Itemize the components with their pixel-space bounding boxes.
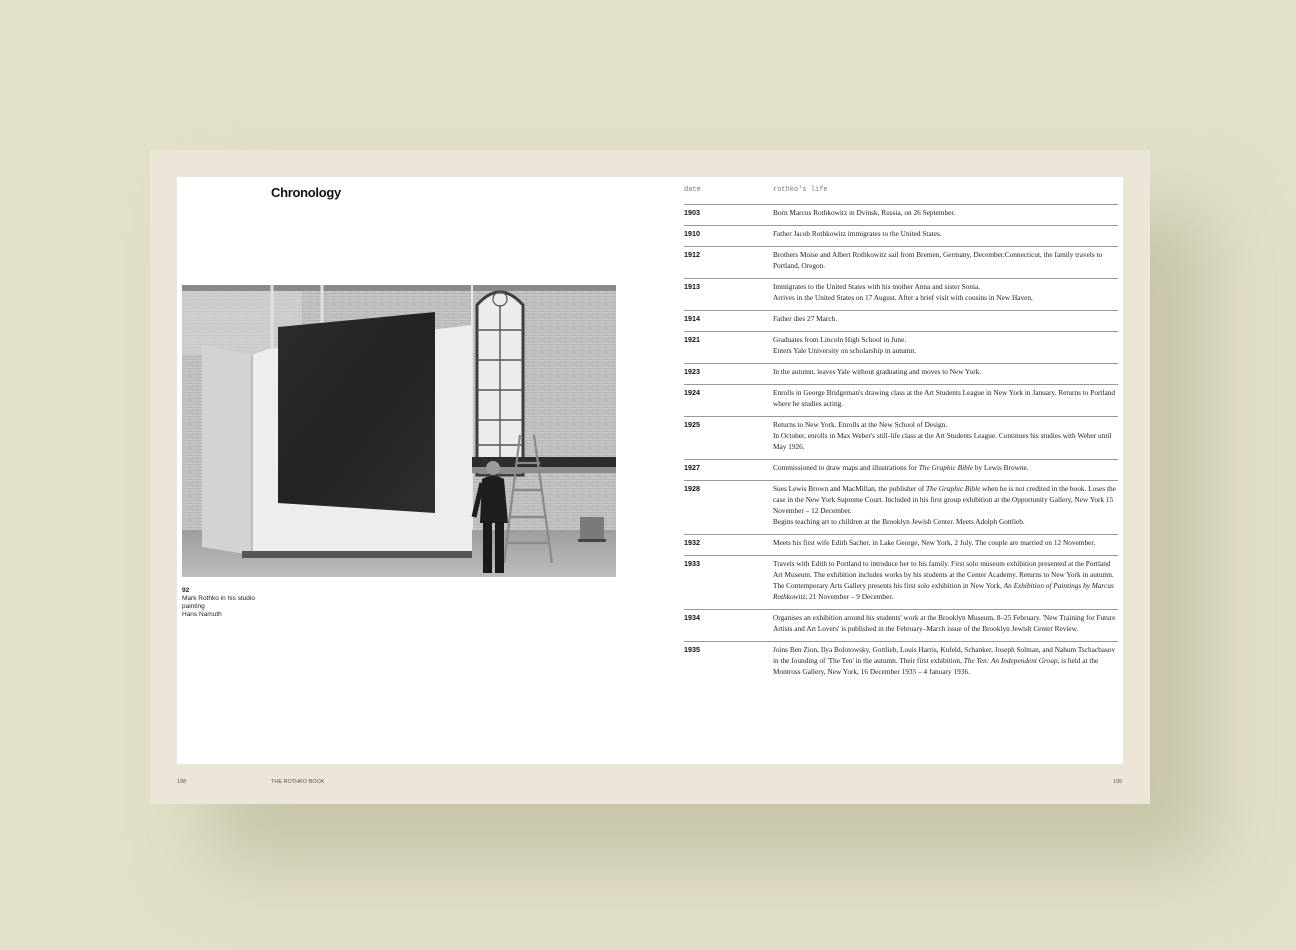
chronology-row [684, 555, 1118, 609]
chronology-row [684, 384, 1118, 416]
event-line: Brothers Moise and Albert Rothkowitz sail from Bremen, Germany, December.Connecticut, the family travels to Portland, Oregon. [773, 250, 1103, 270]
event-line [773, 483, 1118, 516]
column-header-life: rothko's life [773, 186, 828, 194]
event-line: Immigrates to the United States with his mother Anna and sister Sonia. [773, 282, 981, 291]
event-line [773, 558, 1118, 602]
chronology-row [684, 363, 1118, 384]
chronology-row [684, 609, 1118, 641]
column-header-date: date [684, 186, 701, 194]
row-year: 1914 [684, 314, 700, 323]
chronology-table [684, 204, 1118, 684]
book-pages [177, 177, 1123, 764]
row-year: 1913 [684, 282, 700, 291]
event-text: Travels with Edith to Portland to introduce her to his family. First solo museum exhibition presented at the Portland Art Museum. The exhibition includes works by his students at the Center Academy. Returns to New York in autumn. The Contemporary Arts Gallery presents his first solo exhibition in New York, [773, 559, 1114, 590]
row-event [773, 537, 1118, 548]
row-year: 1932 [684, 538, 700, 547]
caption-line: painting [182, 603, 205, 610]
row-year: 1923 [684, 367, 700, 376]
event-line: Enters Yale University on scholarship in autumn. [773, 346, 917, 355]
event-title-italic: An Exhibition of Paintings by Marcus Rothkowitz [773, 581, 1114, 601]
chronology-row [684, 416, 1118, 459]
event-line: Returns to New York. Enrolls at the New School of Design. [773, 420, 948, 429]
row-event [773, 207, 1118, 218]
chronology-row [684, 246, 1118, 278]
row-year: 1934 [684, 613, 700, 622]
event-text: , 21 November – 9 December. [805, 592, 894, 601]
chronology-row [684, 204, 1118, 225]
chronology-row [684, 278, 1118, 310]
row-year: 1921 [684, 335, 700, 344]
event-line: Graduates from Lincoln High School in June. [773, 335, 907, 344]
event-line [773, 462, 1118, 473]
row-year: 1925 [684, 420, 700, 429]
event-line: Father dies 27 March. [773, 314, 838, 323]
event-line: Born Marcus Rothkowitz in Dvinsk, Russia, on 26 September. [773, 208, 956, 217]
row-event [773, 419, 1118, 452]
event-text: when he is not credited in the book. Loses the case in the New York Supreme Court. Included in his first group exhibition at the Opportunity Gallery, New York 15 November – 12 December. [773, 484, 1116, 515]
event-line: Arrives in the United States on 17 August. After a brief visit with cousins in New Haven, [773, 293, 1033, 302]
chronology-row [684, 534, 1118, 555]
row-year: 1935 [684, 645, 700, 654]
row-event [773, 387, 1118, 409]
event-line: In October, enrolls in Max Weber's still-life class at the Art Students League. Continues his studies with Weber until May 1926. [773, 431, 1112, 451]
row-year: 1927 [684, 463, 700, 472]
event-line: Meets his first wife Edith Sacher, in Lake George, New York, 2 July. The couple are married on 12 November. [773, 538, 1096, 547]
caption-line: Mark Rothko in his studio [182, 595, 255, 602]
row-year: 1912 [684, 250, 700, 259]
chronology-row [684, 459, 1118, 480]
caption-number: 92 [182, 587, 190, 594]
photo-caption [182, 587, 255, 619]
row-year: 1910 [684, 229, 700, 238]
row-year: 1924 [684, 388, 700, 397]
event-text: Joins Ben Zion, Ilya Bolotowsky, Gottlieb, Louis Harris, Kufeld, Schanker, Joseph Solman, and Nahum Tschacbasov in the founding of 'The Ten' in the autumn. Their first exhibition, [773, 645, 1116, 665]
chronology-row [684, 480, 1118, 534]
row-year: 1903 [684, 208, 700, 217]
row-event [773, 462, 1118, 473]
row-event [773, 249, 1118, 271]
chronology-row [684, 225, 1118, 246]
chronology-row [684, 331, 1118, 363]
row-event [773, 558, 1118, 602]
row-event [773, 644, 1118, 677]
event-text: , is held at the Montross Gallery, New York, 16 December 1935 – 4 January 1936. [773, 656, 1099, 676]
left-page-number: 198 [177, 779, 187, 785]
row-event [773, 334, 1118, 356]
page-title: Chronology [271, 185, 341, 200]
row-event [773, 313, 1118, 324]
event-title-italic: The Graphic Bible [918, 463, 974, 472]
event-line: Begins teaching art to children at the Brooklyn Jewish Center. Meets Adolph Gottlieb. [773, 517, 1025, 526]
row-event [773, 366, 1118, 377]
event-text: Sues Lewis Brown and MacMillan, the publisher of [773, 484, 927, 493]
event-line: Enrolls in George Bridgeman's drawing class at the Art Students League in New York in January. Returns to Portland where he studies acting. [773, 388, 1115, 408]
event-line: In the autumn, leaves Yale without graduating and moves to New York. [773, 367, 982, 376]
book-title-footer: THE ROTHKO BOOK [271, 779, 325, 785]
book-spread [150, 150, 1150, 804]
event-text: by Lewis Browne. [973, 463, 1029, 472]
event-title-italic: The Ten: An Independent Group [963, 656, 1058, 665]
caption-line: Hans Namuth [182, 611, 222, 618]
right-page-number: 195 [1113, 779, 1123, 785]
event-line: Organises an exhibition around his students' work at the Brooklyn Museum, 8–25 February. 'New Training for Future Artists and Art Lovers' is published in the February–March issue of the Brooklyn Jewish Center Review. [773, 613, 1116, 633]
row-event [773, 228, 1118, 239]
studio-photo [182, 285, 616, 577]
row-event [773, 483, 1118, 527]
row-year: 1933 [684, 559, 700, 568]
row-year: 1928 [684, 484, 700, 493]
event-text: Commissioned to draw maps and illustrations for [773, 463, 919, 472]
chronology-row [684, 641, 1118, 684]
event-line: Father Jacob Rothkowitz immigrates to the United States. [773, 229, 942, 238]
chronology-row [684, 310, 1118, 331]
row-event [773, 281, 1118, 303]
row-event [773, 612, 1118, 634]
event-line [773, 644, 1118, 677]
event-title-italic: The Graphic Bible [926, 484, 981, 493]
